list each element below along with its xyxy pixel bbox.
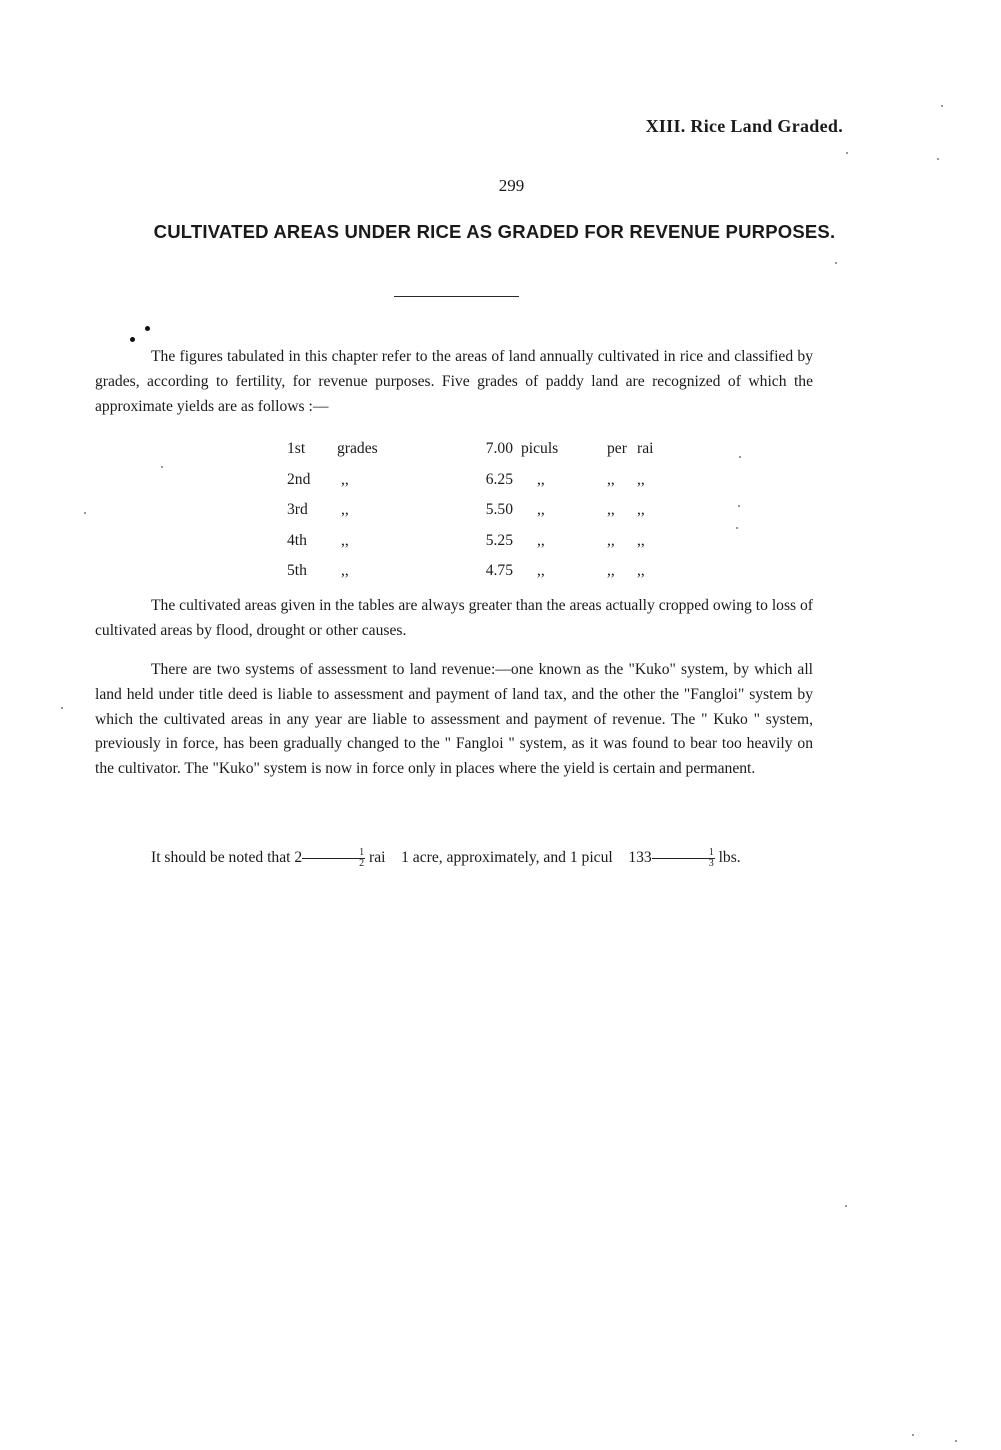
yield-row	[287, 465, 667, 496]
systems-paragraph-block	[95, 658, 813, 782]
cropped-paragraph: The cultivated areas given in the tables are always greater than the areas actually cropped owing to loss of cultivated areas by flood, drought or other causes.	[95, 597, 813, 639]
fraction-denominator: 2	[359, 857, 365, 869]
yield-row	[287, 434, 667, 465]
yield-value-cell: 7.00	[485, 440, 513, 458]
note-lbs-whole: 133	[628, 849, 652, 866]
yield-value-cell: 6.25	[485, 470, 513, 488]
title-divider	[394, 296, 519, 297]
page-title: CULTIVATED AREAS UNDER RICE AS GRADED FOR REVENUE PURPOSES.	[153, 221, 836, 242]
note-text-4: lbs.	[714, 849, 741, 866]
unit-cell: ,,	[637, 470, 645, 488]
yield-value-cell: 5.50	[485, 501, 513, 519]
yield-table	[287, 434, 667, 587]
grade-word-cell: ,,	[341, 562, 349, 580]
yield-row	[287, 526, 667, 557]
conversion-note	[95, 846, 813, 871]
yield-row	[287, 495, 667, 526]
grade-word-cell: ,,	[341, 531, 349, 549]
grade-word-cell: ,,	[341, 470, 349, 488]
unit-cell: ,,	[637, 562, 645, 580]
half-fraction	[302, 848, 365, 869]
unit-cell: ,,	[607, 531, 615, 549]
unit-cell: ,,	[537, 470, 545, 488]
unit-cell: rai	[637, 440, 654, 458]
conversion-note-block	[95, 846, 813, 871]
unit-cell: ,,	[537, 562, 545, 580]
grade-word-cell: grades	[337, 440, 378, 458]
unit-cell: ,,	[607, 470, 615, 488]
systems-paragraph: There are two systems of assessment to land revenue:—one known as the "Kuko" system, by which all land held under title deed is liable to assessment and payment of land tax, and the other the "Fangloi" system by which the cultivated areas in any year are liable to assessment and payment of revenue. The " Kuko " system, previously in force, has been gradually changed to the " Fangloi " system, as it was found to bear too heavily on the cultivator. The "Kuko" system is now in force only in places where the yield is certain and permanent.	[95, 661, 813, 778]
fraction-denominator: 3	[708, 857, 714, 869]
page-number-text: 299	[498, 176, 525, 195]
unit-cell: ,,	[637, 531, 645, 549]
yield-value-cell: 4.75	[485, 562, 513, 580]
grade-cell: 2nd	[287, 470, 311, 488]
fraction-numerator: 1	[652, 848, 715, 859]
unit-cell: per	[607, 440, 627, 458]
grade-cell: 5th	[287, 562, 307, 580]
unit-cell: ,,	[637, 501, 645, 519]
grade-cell: 1st	[287, 440, 306, 458]
printer-mark-dots	[128, 322, 158, 346]
running-head: XIII. Rice Land Graded.	[645, 116, 843, 136]
unit-cell: ,,	[607, 562, 615, 580]
grade-word-cell: ,,	[341, 501, 349, 519]
page-number	[0, 176, 1001, 196]
yield-row	[287, 556, 667, 587]
grade-cell: 4th	[287, 531, 307, 549]
note-text-3: 1 acre, approximately, and 1 picul	[401, 849, 617, 866]
yield-value-cell: 5.25	[485, 531, 513, 549]
unit-cell: ,,	[607, 501, 615, 519]
intro-paragraph: The figures tabulated in this chapter refer to the areas of land annually cultivated in rice and classified by grades, according to fertility, for revenue purposes. Five grades of paddy land are recognized of which the approximate yields are as follows :—	[95, 348, 813, 415]
intro-paragraph-block	[95, 345, 813, 419]
note-text-1: It should be noted that 2	[151, 849, 303, 866]
yield-table-body	[287, 434, 667, 587]
cropped-paragraph-block	[95, 594, 813, 644]
third-fraction	[652, 848, 715, 869]
unit-cell: piculs	[521, 440, 559, 458]
unit-cell: ,,	[537, 501, 545, 519]
grade-cell: 3rd	[287, 501, 308, 519]
note-text-2: rai	[365, 849, 390, 866]
unit-cell: ,,	[537, 531, 545, 549]
fraction-numerator: 1	[302, 848, 365, 859]
